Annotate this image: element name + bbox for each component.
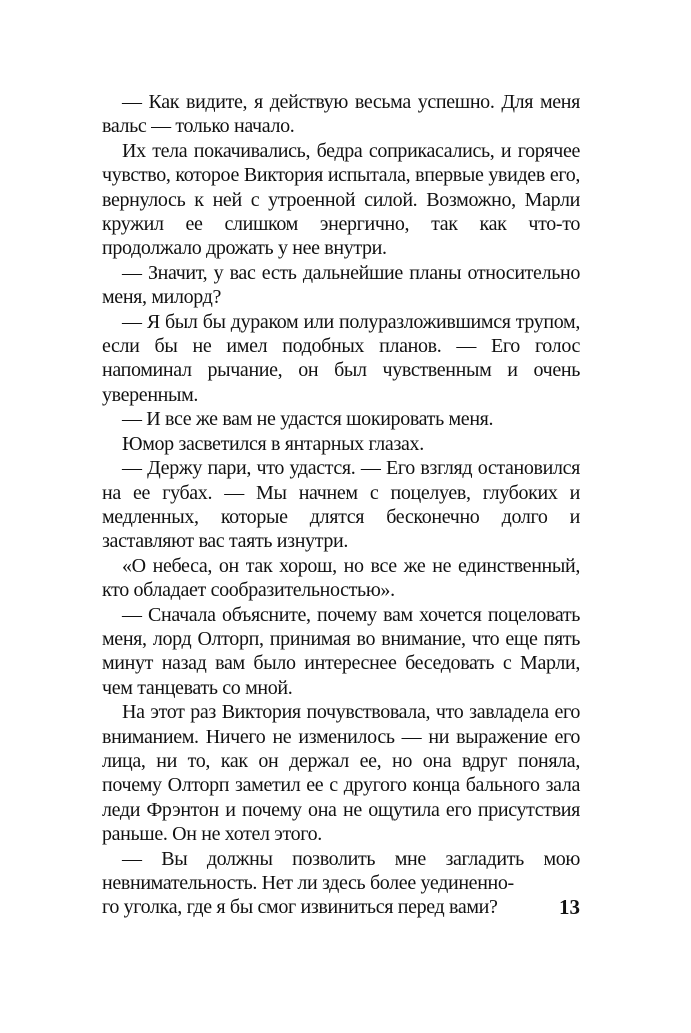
last-line-text: го уголка, где я бы смог извиниться перед вами? (102, 896, 498, 919)
paragraph: На этот раз Виктория почувствовала, что завладела его вниманием. Ничего не изменилось — ни выражение его лица, ни то, как он держал ее, но она вдруг поняла, почему Олторп заметил ее с другого конца бального зала леди Фрэнтон и почему она не ощутила его присутствия раньше. Он не хотел этого. (102, 701, 580, 846)
paragraph: «О небеса, он так хорош, но все же не единственный, кто обладает сообразительностью». (102, 554, 580, 602)
paragraph: — Как видите, я действую весьма успешно. Для меня вальс — только начало. (102, 91, 580, 138)
page-number: 13 (559, 895, 580, 920)
paragraph: — Вы должны позволить мне загладить мою невнимательность. Нет ли здесь более уединенно- (102, 847, 580, 894)
book-page (102, 90, 580, 920)
paragraph: — Держу пари, что удастся. — Его взгляд остановился на ее губах. — Мы начнем с поцелуев, глубоких и медленных, которые длятся бесконечно долго и заставляют вас таять изнутри. (102, 457, 580, 553)
paragraph: — И все же вам не удастся шокировать меня. (122, 408, 494, 431)
paragraph: Юмор засветился в янтарных глазах. (122, 432, 424, 455)
paragraph: Их тела покачивались, бедра соприкасались, и горячее чувство, которое Виктория испытала, впервые увидев его, вернулось к ней с утроенной силой. Возможно, Марли кружил ее слишком энергично, так как что-то продолжало дрожать у нее внутри. (102, 139, 580, 260)
paragraph: — Я был бы дураком или полуразложившимся трупом, если бы не имел подобных планов. — Его голос напоминал рычание, он был чувственным и очень уверенным. (102, 310, 580, 406)
paragraph: — Значит, у вас есть дальнейшие планы относительно меня, милорд? (102, 261, 580, 309)
last-line (102, 895, 580, 919)
paragraph: — Сначала объясните, почему вам хочется поцеловать меня, лорд Олторп, принимая во внимание, что еще пять минут назад вам было интереснее беседовать с Марли, чем танцевать со мной. (102, 603, 580, 699)
